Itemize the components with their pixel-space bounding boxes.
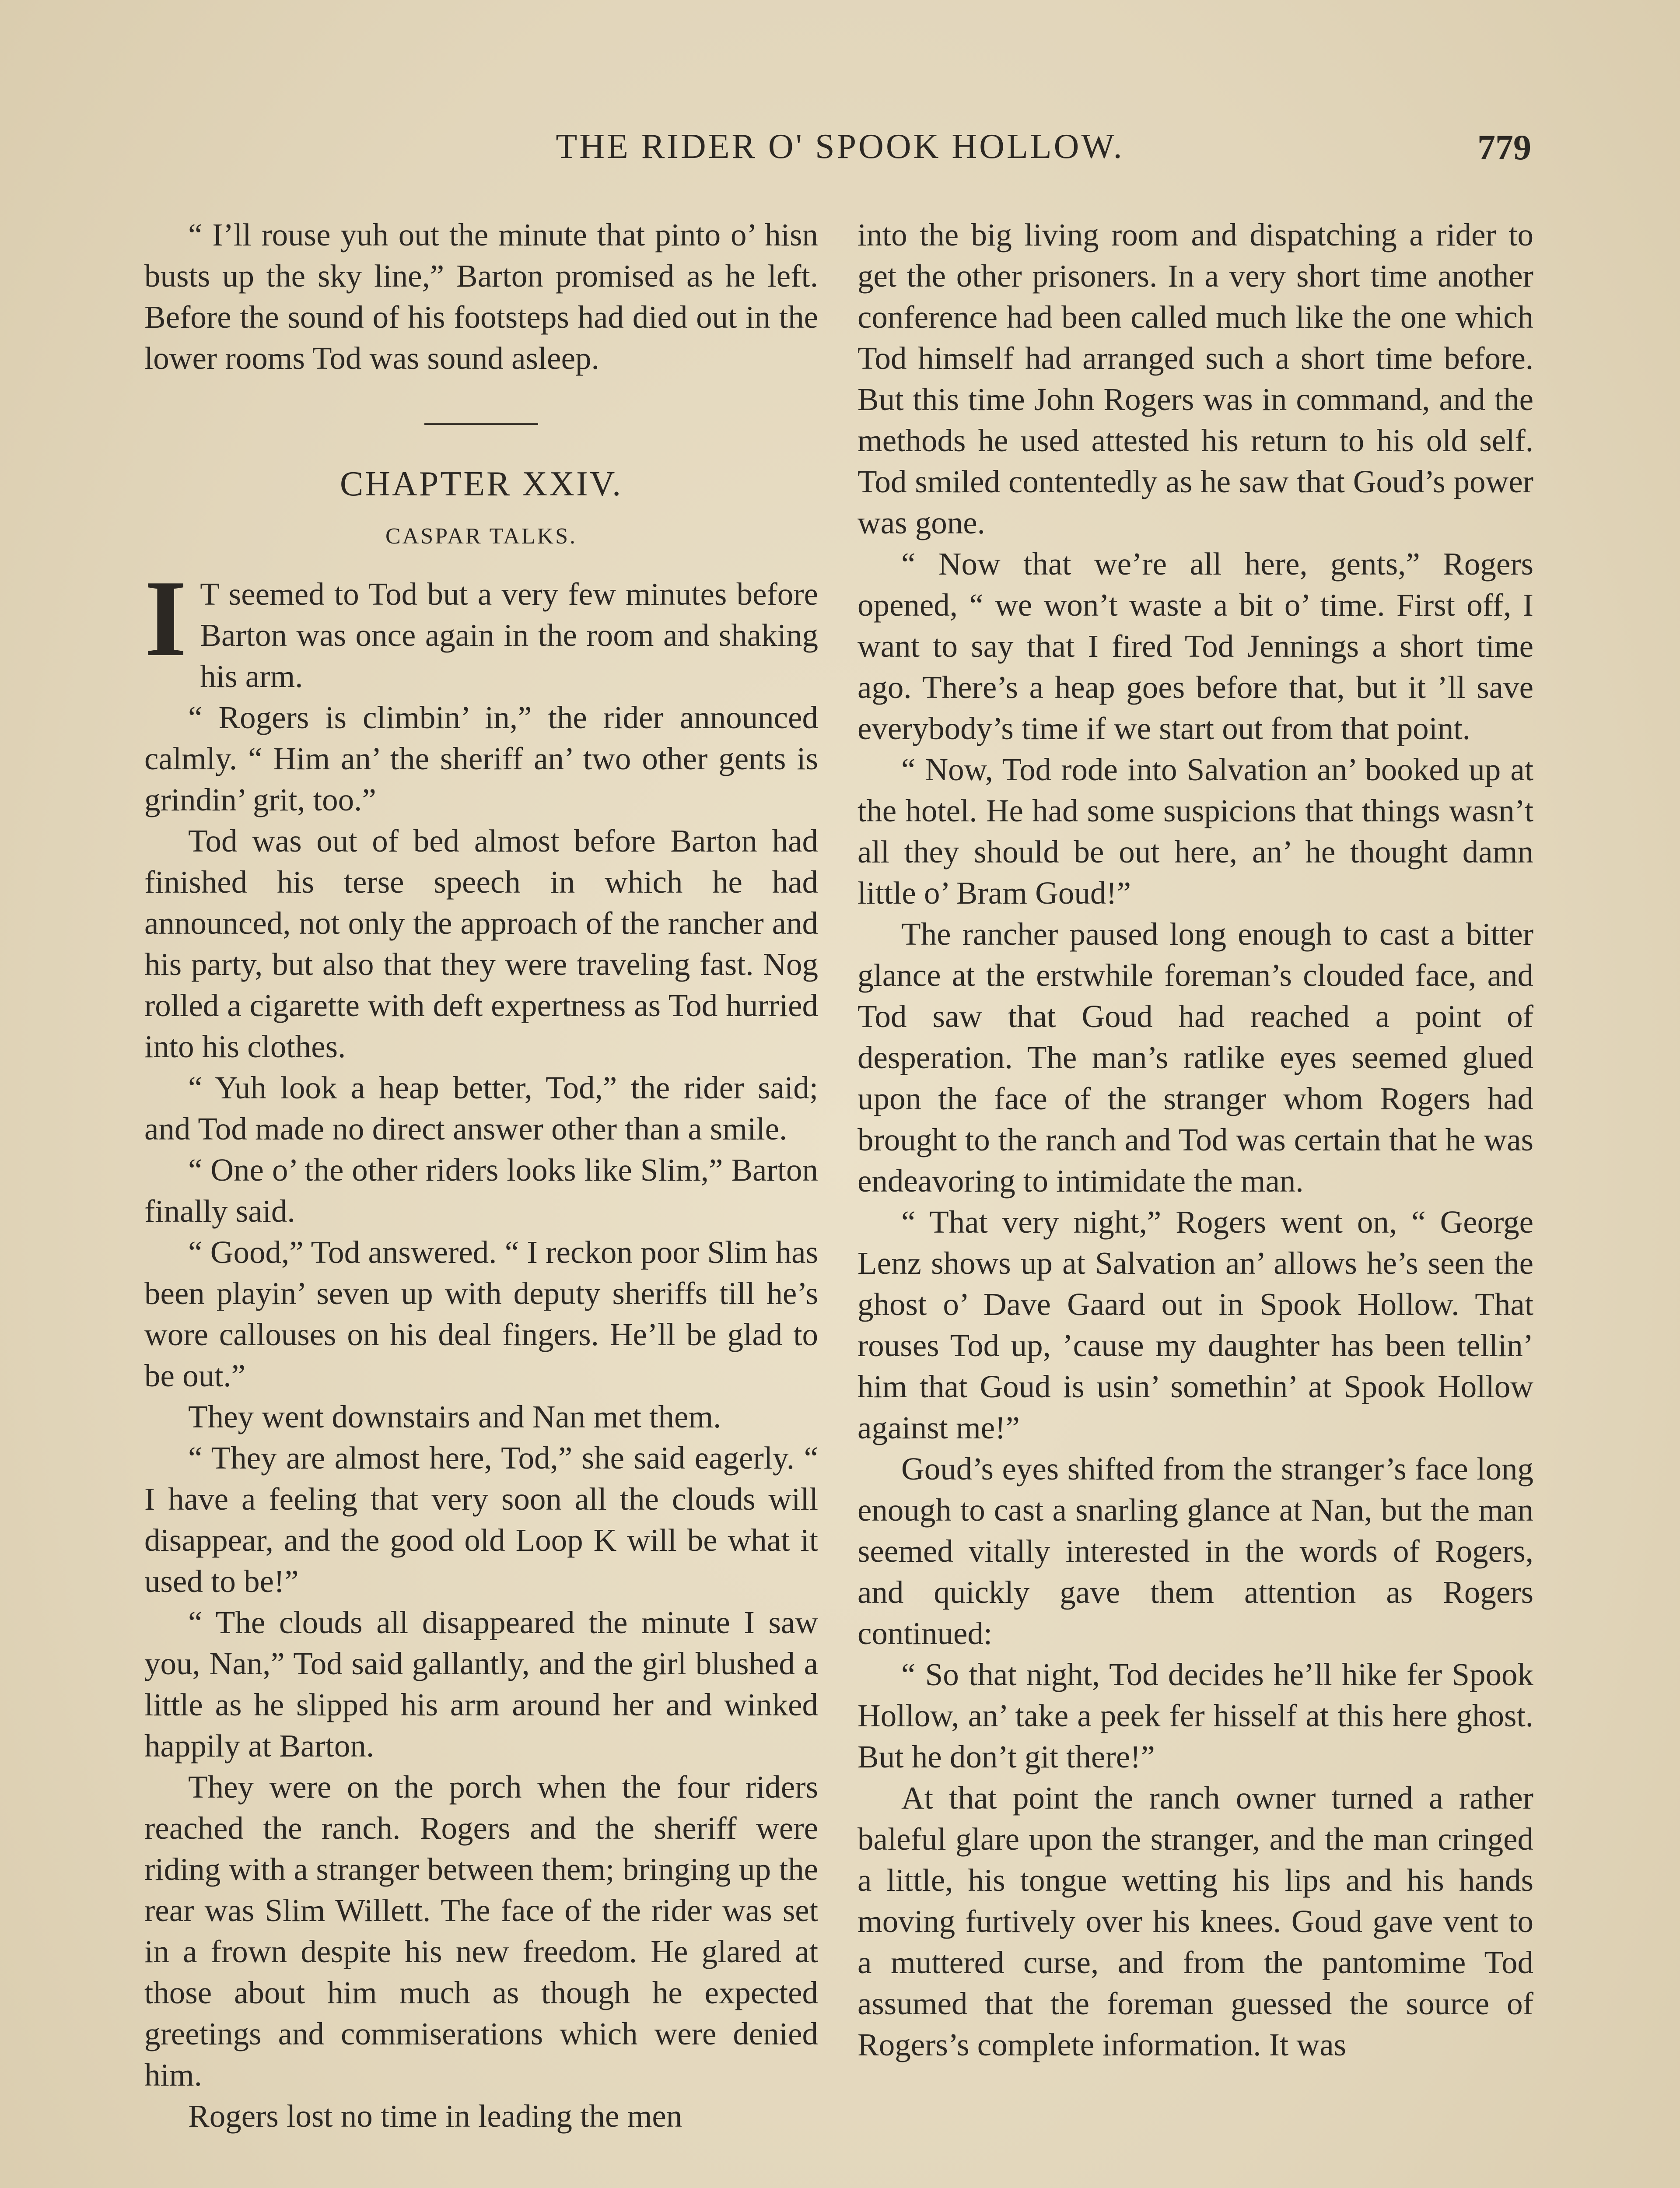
paragraph: Tod was out of bed almost before Barton had finished his terse speech in which he had announced, not only the approach of the rancher and his party, but also that they were traveling fast. Nog rolled a cigarette with deft expertness as Tod hurried into his clothes.: [144, 823, 818, 1064]
paragraph: “ That very night,” Rogers went on, “ George Lenz shows up at Salvation an’ allows he’s seen the ghost o’ Dave Gaard out in Spook Hollow. That rouses Tod up, ’cause my daughter has been tellin’ him that Goud is usin’ somethin’ at Spook Hollow against me!”: [858, 1204, 1533, 1445]
paragraph: “ They are almost here, Tod,” she said eagerly. “ I have a feeling that very soon all the clouds will disappear, and the good old Loop K will be what it used to be!”: [144, 1440, 818, 1599]
paragraph: Goud’s eyes shifted from the stranger’s face long enough to cast a snarling glance at Nan, but the man seemed vitally interested in the words of Rogers, and quickly gave them attention as Rogers continued:: [858, 1451, 1533, 1651]
page-number: 779: [1477, 127, 1531, 167]
opening-paragraph: [144, 558, 818, 697]
drop-cap: I: [144, 558, 187, 679]
section-divider: [424, 423, 538, 425]
right-column: [858, 214, 1533, 2065]
paragraph: “ Good,” Tod answered. “ I reckon poor Slim has been playin’ seven up with deputy sheriffs till he’s wore callouses on his deal fingers. He’ll be glad to be out.”: [144, 1234, 818, 1393]
paragraph: The rancher paused long enough to cast a bitter glance at the erstwhile foreman’s clouded face, and Tod saw that Goud had reached a point of desperation. The man’s ratlike eyes seemed glued upon the face of the stranger whom Rogers had brought to the ranch and Tod was certain that he was endeavoring to intimidate the man.: [858, 916, 1533, 1199]
chapter-subtitle: CASPAR TALKS.: [385, 524, 577, 549]
paragraph: “ One o’ the other riders looks like Slim,” Barton finally said.: [144, 1152, 818, 1229]
paragraph: “ Yuh look a heap better, Tod,” the rider said; and Tod made no direct answer other than a smile.: [144, 1070, 818, 1147]
paragraph: “ Rogers is climbin’ in,” the rider announced calmly. “ Him an’ the sheriff an’ two other gents is grindin’ grit, too.”: [144, 700, 818, 817]
running-title: THE RIDER O' SPOOK HOLLOW.: [556, 127, 1124, 166]
page-header: [0, 127, 1680, 179]
paragraph: “ The clouds all disappeared the minute I saw you, Nan,” Tod said gallantly, and the girl blushed a little as he slipped his arm around her and winked happily at Barton.: [144, 1605, 818, 1764]
paragraph: They were on the porch when the four riders reached the ranch. Rogers and the sheriff were riding with a stranger between them; bringing up the rear was Slim Willett. The face of the rider was set in a frown despite his new freedom. He glared at those about him much as though he expected greetings and commiserations which were denied him.: [144, 1769, 818, 2093]
paragraph: “ I’ll rouse yuh out the minute that pinto o’ hisn busts up the sky line,” Barton promised as he left. Before the sound of his footsteps had died out in the lower rooms Tod was sound asleep.: [144, 217, 818, 376]
opening-paragraph-text: T seemed to Tod but a very few minutes before Barton was once again in the room and shaking his arm.: [200, 576, 818, 694]
paragraph: At that point the ranch owner turned a rather baleful glare upon the stranger, and the man cringed a little, his tongue wetting his lips and his hands moving furtively over his knees. Goud gave vent to a muttered curse, and from the pantomime Tod assumed that the foreman guessed the source of Rogers’s complete information. It was: [858, 1780, 1533, 2062]
paragraph: into the big living room and dispatching a rider to get the other prisoners. In a very short time another conference had been called much like the one which Tod himself had arranged such a short time before. But this time John Rogers was in command, and the methods he used attested his return to his old self. Tod smiled contentedly as he saw that Goud’s power was gone.: [858, 217, 1533, 540]
paragraph: “ Now, Tod rode into Salvation an’ booked up at the hotel. He had some suspicions that things wasn’t all they should be out here, an’ he thought damn little o’ Bram Goud!”: [858, 752, 1533, 911]
paragraph: They went downstairs and Nan met them.: [188, 1399, 721, 1434]
chapter-title: CHAPTER XXIV.: [340, 465, 623, 503]
paragraph: “ Now that we’re all here, gents,” Rogers opened, “ we won’t waste a bit o’ time. First off, I want to say that I fired Tod Jennings a short time ago. There’s a heap goes before that, but it ’ll save everybody’s time if we start out from that point.: [858, 546, 1533, 746]
paragraph: “ So that night, Tod decides he’ll hike fer Spook Hollow, an’ take a peek fer hisself at this here ghost. But he don’t git there!”: [858, 1657, 1533, 1774]
left-column: [144, 214, 818, 2137]
paragraph: Rogers lost no time in leading the men: [188, 2098, 682, 2134]
